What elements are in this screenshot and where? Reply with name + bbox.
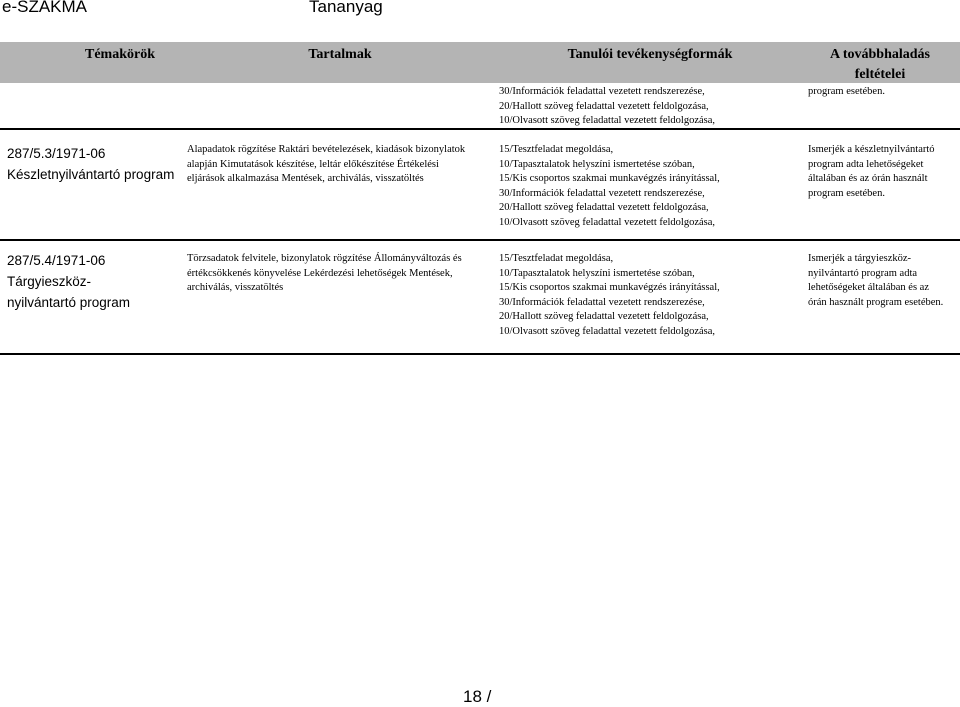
row-divider	[0, 239, 960, 241]
row-divider	[0, 128, 960, 130]
row-conditions: Ismerjék a készletnyilvántartó program adta lehetőségeket általában és az órán használt program esetében.	[808, 144, 935, 199]
row-content: Alapadatok rögzítése Raktári bevételezések, kiadások bizonylatok alapján Kimutatások készítése, leltár előkészítése Értékelési eljárások alkalmazása Mentések, archiválás, visszatöltés	[187, 144, 466, 185]
brand-logo-text: e-SZAKMA	[2, 0, 88, 16]
table-header	[0, 42, 960, 83]
continued-conditions: program esetében.	[808, 86, 885, 97]
row-activities: 15/Tesztfeladat megoldása, 10/Tapasztalatok helyszíni ismertetése szóban, 15/Kis csoportos szakmai munkavégzés irányítással, 30/Információk feladattal vezetett rendszerezése, 20/Hallott szöveg feladattal vezetett feldolgozása, 10/Olvasott szöveg feladattal vezetett feldolgozása,	[499, 144, 720, 228]
section-title: Tananyag	[309, 0, 383, 16]
row-conditions: Ismerjék a tárgyieszköz- nyilvántartó program adta lehetőségeket általában és az órán használt program esetében.	[808, 253, 944, 308]
page-number: 18 /	[463, 687, 492, 706]
row-topic: 287/5.4/1971-06 Tárgyieszköz- nyilvántartó program	[7, 253, 131, 310]
row-divider	[0, 353, 960, 355]
column-header-activities: Tanulói tevékenységformák	[567, 47, 733, 62]
row-topic: 287/5.3/1971-06 Készletnyilvántartó program	[7, 146, 175, 182]
column-header-contents: Tartalmak	[308, 47, 372, 62]
column-header-topics: Témakörök	[85, 47, 155, 62]
page-header	[0, 0, 960, 22]
row-content: Törzsadatok felvitele, bizonylatok rögzítése Állományváltozás és értékcsökkenés könyvelése Lekérdezési lehetőségek Mentések, archiválás, visszatöltés	[187, 253, 462, 294]
continued-activities: 30/Információk feladattal vezetett rendszerezése, 20/Hallott szöveg feladattal vezetett feldolgozása, 10/Olvasott szöveg feladattal vezetett feldolgozása,	[499, 86, 716, 127]
column-header-conditions: A továbbhaladás feltételei	[830, 47, 930, 82]
row-activities: 15/Tesztfeladat megoldása, 10/Tapasztalatok helyszíni ismertetése szóban, 15/Kis csoportos szakmai munkavégzés irányítással, 30/Információk feladattal vezetett rendszerezése, 20/Hallott szöveg feladattal vezetett feldolgozása, 10/Olvasott szöveg feladattal vezetett feldolgozása,	[499, 253, 720, 337]
